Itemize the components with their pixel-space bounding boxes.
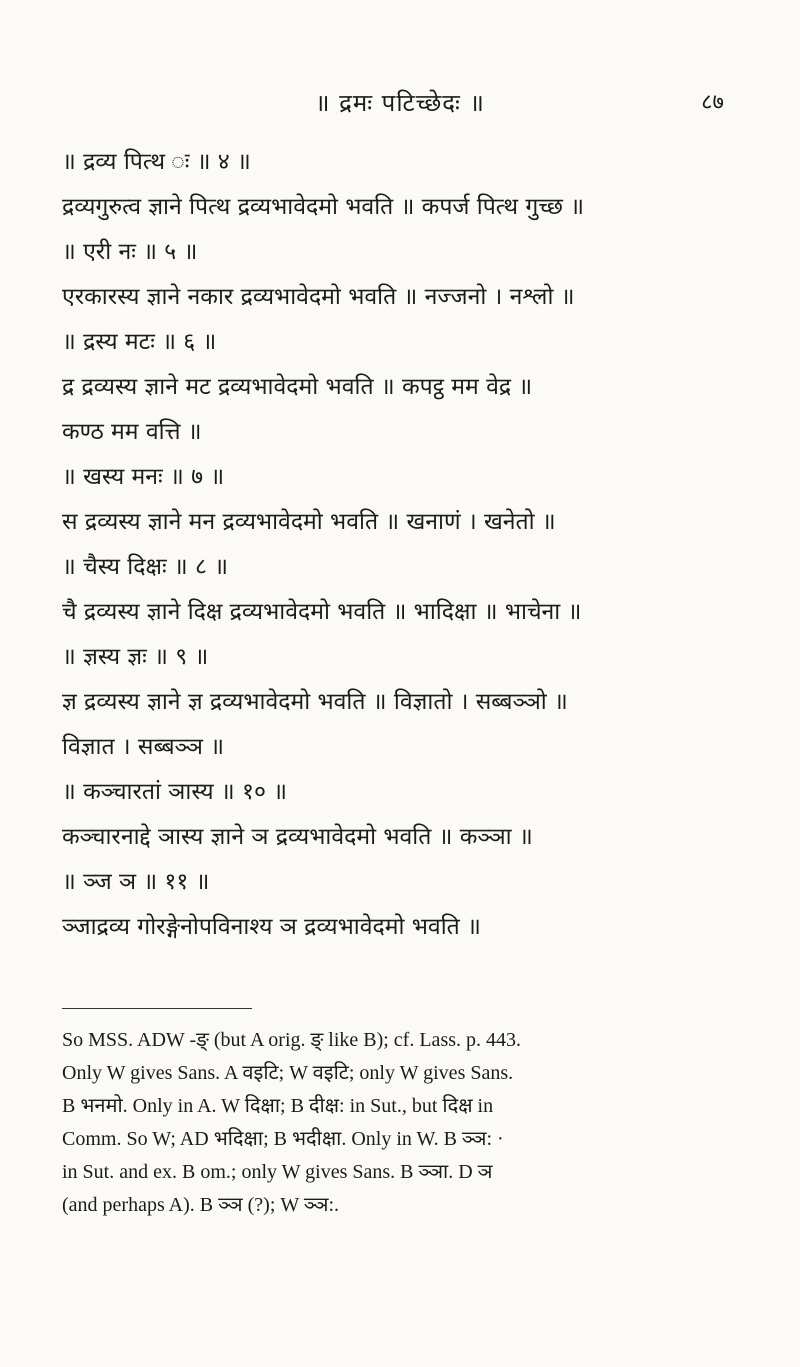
footnote-line: in Sut. and ex. B om.; only W gives Sans. B ञ्ञा. D ञ [62, 1161, 493, 1183]
footnote-rule [62, 1008, 252, 1009]
verse-line: कण्ठ मम वत्ति ॥ [62, 419, 202, 445]
running-head: ॥ द्रमः पटिच्छेदः ॥ [315, 89, 485, 117]
footnotes [62, 1024, 734, 1222]
section-heading-11: ॥ ञ्ज ञ ॥ ११ ॥ [62, 869, 210, 895]
verse-line: स द्रव्यस्य ज्ञाने मन द्रव्यभावेदमो भवति ॥ खनाणं । खनेतो ॥ [62, 509, 556, 535]
verse-line: ज्ञ द्रव्यस्य ज्ञाने ज्ञ द्रव्यभावेदमो भवति ॥ विज्ञातो । सब्बञ्ञो ॥ [62, 689, 568, 715]
verse-line: एरकारस्य ज्ञाने नकार द्रव्यभावेदमो भवति ॥ नज्जनो । नश्लो ॥ [62, 284, 575, 310]
section-heading-9: ॥ ज्ञस्य ज्ञः ॥ ९ ॥ [62, 644, 209, 670]
verse-line: ञ्जाद्रव्य गोरङ्गेनोपविनाश्य ञ द्रव्यभावेदमो भवति ॥ [62, 914, 481, 940]
section-heading-4: ॥ द्रव्य पित्थ ः ॥ ४ ॥ [62, 149, 251, 175]
section-heading-8: ॥ चैस्य दिक्षः ॥ ८ ॥ [62, 554, 229, 580]
footnote-line: (and perhaps A). B ञ्ञ (?); W ञ्ञ:. [62, 1194, 340, 1216]
verse-line: चै द्रव्यस्य ज्ञाने दिक्ष द्रव्यभावेदमो भवति ॥ भादिक्षा ॥ भाचेना ॥ [62, 599, 582, 625]
page-number: ८७ [701, 90, 724, 115]
section-heading-5: ॥ एरी नः ॥ ५ ॥ [62, 239, 198, 265]
verse-line: विज्ञात । सब्बञ्ञ ॥ [62, 734, 225, 760]
footnote-line: Comm. So W; AD भदिक्षा; B भदीक्षा. Only in W. B ञ्ञ: · [62, 1128, 504, 1150]
section-heading-6: ॥ द्रस्य मटः ॥ ६ ॥ [62, 329, 217, 355]
footnote-line: So MSS. ADW -ङ्‌ (but A orig. ङ्‌ like B); cf. Lass. p. 443. [62, 1029, 522, 1051]
verse-line: द्रव्यगुरुत्व ज्ञाने पित्थ द्रव्यभावेदमो भवति ॥ कपर्ज पित्थ गुच्छ ॥ [62, 194, 585, 220]
verse-line: द्र द्रव्यस्य ज्ञाने मट द्रव्यभावेदमो भवति ॥ कपट्ठ मम वेद्र ॥ [62, 374, 533, 400]
footnote-line: Only W gives Sans. A वइटि; W वइटि; only W gives Sans. [62, 1062, 514, 1084]
section-heading-7: ॥ खस्य मनः ॥ ७ ॥ [62, 464, 225, 490]
footnote-line: B भनमो. Only in A. W दिक्षा; B दीक्ष: in Sut., but दिक्ष in [62, 1095, 494, 1117]
verse-line: कञ्चारनाद्दे ञास्य ज्ञाने ञ द्रव्यभावेदमो भवति ॥ कञ्ञा ॥ [62, 824, 533, 850]
section-heading-10: ॥ कञ्चारतां ञास्य ॥ १० ॥ [62, 779, 288, 805]
main-text [62, 140, 734, 950]
